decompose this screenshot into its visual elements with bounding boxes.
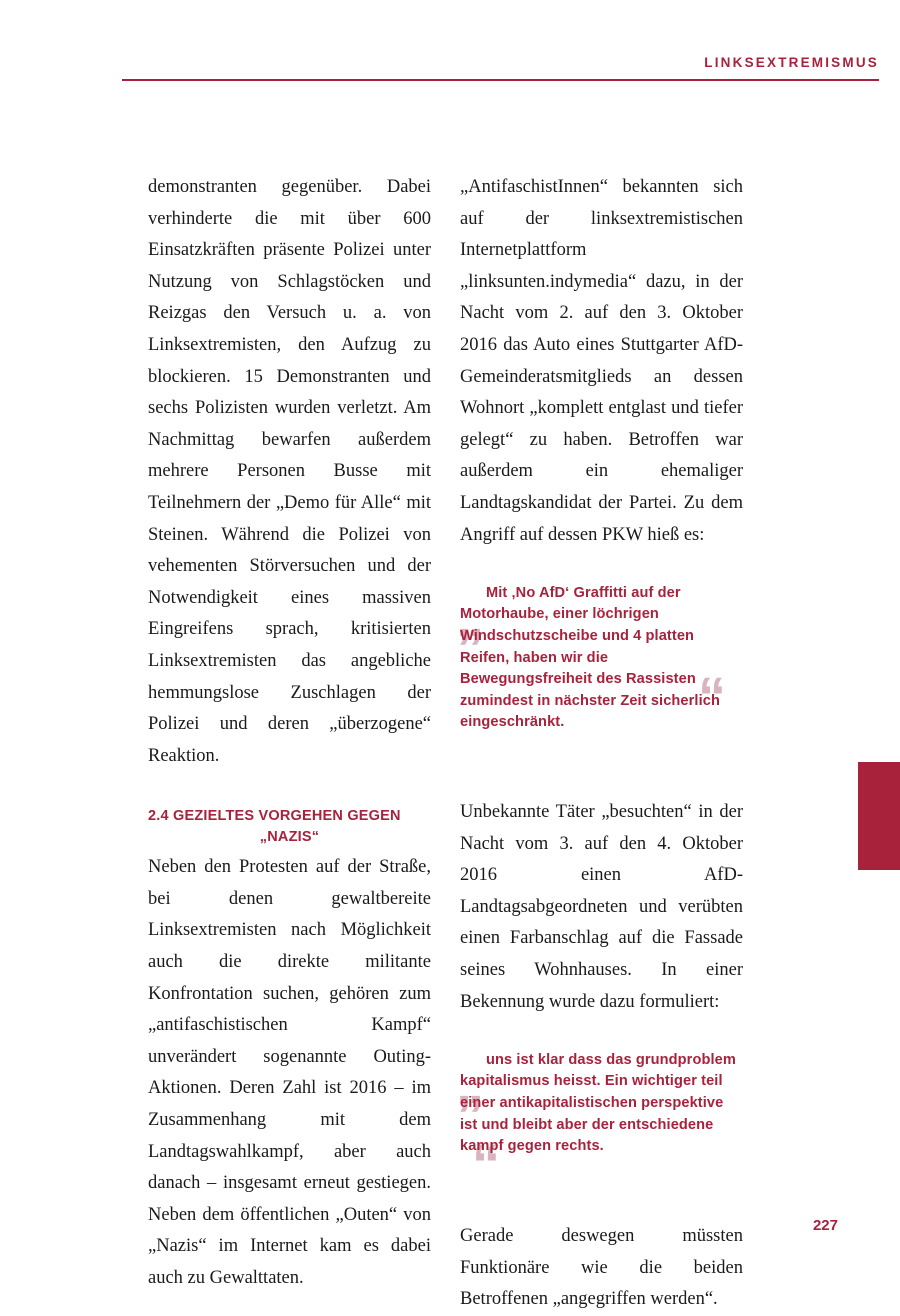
header-divider	[122, 79, 879, 81]
left-column	[148, 172, 431, 1295]
pull-quote-2-text	[460, 1052, 736, 1154]
pull-quote-1-text	[460, 585, 720, 731]
spacer	[460, 551, 743, 583]
quote-close-mark-icon: “	[698, 664, 727, 728]
quote-open-mark-icon: „	[456, 584, 485, 648]
section-heading-line-2: „NAZIS“	[259, 829, 320, 846]
page-number: 227	[812, 1217, 838, 1234]
spacer	[148, 772, 431, 806]
section-heading	[148, 806, 431, 848]
chapter-side-tab	[858, 762, 900, 870]
quote-open-mark-icon: „	[456, 1051, 485, 1115]
spacer	[460, 1158, 743, 1190]
pull-quote-2	[456, 1050, 743, 1195]
spacer	[460, 765, 743, 797]
section-heading-line-1: 2.4 GEZIELTES VORGEHEN GEGEN	[148, 808, 401, 825]
right-paragraph-1: „AntifaschistInnen“ bekannten sich auf der linksextremistischen Internetplattform „linksunten.indymedia“ dazu, in der Nacht vom 2. auf den 3. Oktober 2016 das Auto eines Stuttgarter AfD-Gemeinderatsmitglieds an dessen Wohnort „komplett entglast und tiefer gelegt“ zu haben. Betroffen war außerdem ein ehemaliger Landtagskandidat der Partei. Zu dem Angriff auf dessen PKW hieß es:	[460, 177, 743, 545]
spacer	[460, 1189, 743, 1221]
right-paragraph-2: Unbekannte Täter „besuchten“ in der Nacht vom 3. auf den 4. Oktober 2016 einen AfD-Landtagsabgeordneten und verübten einen Farbanschlag auf die Fassade seines Wohnhauses. In einer Bekennung wurde dazu formuliert:	[460, 802, 743, 1012]
right-paragraph-3: Gerade deswegen müssten Funktionäre wie die beiden Betroffenen „angegriffen werden“.	[460, 1225, 743, 1310]
quote-close-mark-icon: “	[472, 1131, 501, 1195]
pull-quote-2-body: uns ist klar dass das grundproblem kapitalismus heisst. Ein wichtiger teil einer antikapitalistischen perspektive ist und bleibt aber der entschiedene kampf gegen rechts.	[460, 1051, 736, 1155]
page-header	[122, 56, 879, 70]
spacer	[460, 734, 743, 766]
left-paragraph-1: demonstranten gegenüber. Dabei verhinderte die mit über 600 Einsatzkräften präsente Polizei unter Nutzung von Schlagstöcken und Reizgas den Versuch u. a. von Linksextremisten, den Aufzug zu blockieren. 15 Demonstranten und sechs Polizisten wurden verletzt. Am Nachmittag bewarfen außerdem mehrere Personen Busse mit Teilnehmern der „Demo für Alle“ mit Steinen. Während die Polizei von vehementen Störversuchen und der Notwendigkeit eines massiven Eingreifens sprach, kritisierten Linksextremisten das angebliche hemmungslose Zuschlagen der Polizei und deren „überzogene“ Reaktion.	[148, 177, 431, 766]
left-paragraph-2: Neben den Protesten auf der Straße, bei denen gewaltbereite Linksextremisten nach Möglichkeit auch die direkte militante Konfrontation suchen, gehören zum „antifaschistischen Kampf“ unverändert sogenannte Outing-Aktionen. Deren Zahl ist 2016 – im Zusammenhang mit dem Landtagswahlkampf, aber auch danach – insgesamt erneut gestiegen. Neben dem öffentlichen „Outen“ von „Nazis“ im Internet kam es dabei auch zu Gewalttaten.	[148, 857, 431, 1288]
spacer	[460, 1018, 743, 1050]
pull-quote-1-body: Mit ‚No AfD‘ Graffitti auf der Motorhaube, einer löchrigen Windschutzscheibe und 4 platten Reifen, haben wir die Bewegungsfreiheit des Rassisten zumindest in nächster Zeit sicherlich eingeschränkt.	[460, 584, 720, 731]
header-title: LINKSEXTREMISMUS	[704, 55, 879, 70]
right-column	[456, 172, 743, 1316]
pull-quote-1	[456, 583, 743, 734]
